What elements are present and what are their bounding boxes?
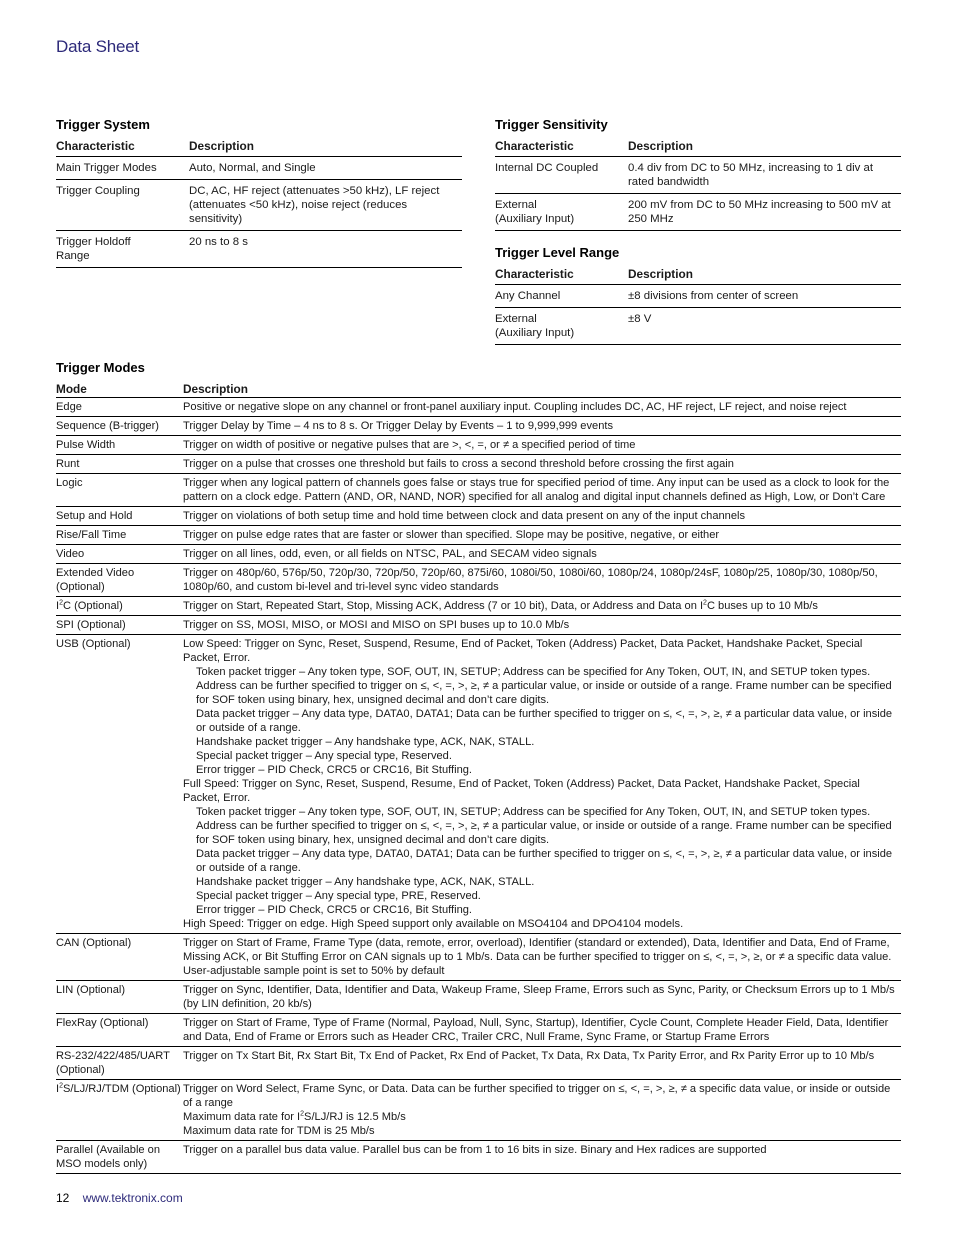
page-number: 12: [56, 1191, 70, 1205]
description-text: C buses up to 10 Mb/s: [706, 600, 818, 612]
description-cell: Trigger on a pulse that crosses one threshold but fails to cross a second threshold before crossing the first again: [183, 455, 901, 474]
table-row: [56, 635, 901, 934]
mode-cell: Rise/Fall Time: [56, 526, 183, 545]
trigger-sensitivity-table: [495, 137, 901, 231]
table-row: [56, 1141, 901, 1174]
description-cell: Trigger on width of positive or negative pulses that are >, <, =, or ≠ a specified period of time: [183, 436, 901, 455]
column-header: Description: [183, 380, 901, 398]
description-cell: 200 mV from DC to 50 MHz increasing to 500 mV at 250 MHz: [628, 194, 901, 231]
mode-cell: Extended Video (Optional): [56, 564, 183, 597]
mode-cell: CAN (Optional): [56, 934, 183, 981]
trigger-level-section: [495, 245, 901, 345]
page-footer: [56, 1191, 183, 1205]
trigger-modes-table: [56, 380, 901, 1174]
description-line: Maximum data rate for TDM is 25 Mb/s: [183, 1125, 375, 1137]
characteristic-cell: Trigger Holdoff Range: [56, 231, 189, 268]
description-text: S/LJ/RJ is 12.5 Mb/s: [304, 1111, 406, 1123]
table-row: [56, 398, 901, 417]
mode-cell: Parallel (Available on MSO models only): [56, 1141, 183, 1174]
table-row: [56, 597, 901, 616]
table-row: [495, 194, 901, 231]
mode-cell: RS-232/422/485/UART (Optional): [56, 1047, 183, 1080]
table-header-row: [495, 265, 901, 285]
description-cell: Trigger on a parallel bus data value. Parallel bus can be from 1 to 16 bits in size. Binary and Hex radices are supported: [183, 1141, 901, 1174]
usb-full-handshake: Handshake packet trigger – Any handshake type, ACK, NAK, STALL.: [196, 876, 535, 888]
description-cell: Trigger on Sync, Identifier, Data, Identifier and Data, Wakeup Frame, Sleep Frame, Errors such as Sync, Parity, or Checksum Errors up to 1 Mb/s (by LIN definition, 20 kb/s): [183, 981, 901, 1014]
superscript: 2: [59, 599, 63, 607]
usb-full-speed: Full Speed: Trigger on Sync, Reset, Suspend, Resume, End of Packet, Token (Address) Packet, Data Packet, Handshake Packet, Special Packet, Error.: [183, 778, 860, 804]
characteristic-line: External: [495, 313, 537, 325]
characteristic-cell: Any Channel: [495, 285, 628, 308]
usb-full-token: Token packet trigger – Any token type, SOF, OUT, IN, SETUP; Address can be specified for Any Token, OUT, IN, and SETUP token types. Address can be further specified to trigger on ≤, <, =, >, ≥, ≠ a particular value, or inside or outside of a range. Frame number can be specified for SOF token using binary, hex, unsigned decimal and don’t care digits.: [196, 806, 892, 846]
trigger-system-section: [56, 117, 462, 268]
mode-cell: Runt: [56, 455, 183, 474]
section-title: Trigger Modes: [56, 360, 145, 375]
page-header-title: Data Sheet: [56, 37, 140, 56]
usb-full-special: Special packet trigger – Any special type, PRE, Reserved.: [196, 890, 481, 902]
description-cell: [183, 597, 901, 616]
table-row: [495, 285, 901, 308]
column-header: Characteristic: [56, 137, 189, 157]
mode-cell: SPI (Optional): [56, 616, 183, 635]
mode-text: I: [56, 1083, 60, 1095]
characteristic-cell: Trigger Coupling: [56, 180, 189, 231]
description-cell: Trigger on all lines, odd, even, or all fields on NTSC, PAL, and SECAM video signals: [183, 545, 901, 564]
characteristic-line: External: [495, 199, 537, 211]
trigger-sensitivity-section: [495, 117, 901, 231]
characteristic-line: (Auxiliary Input): [495, 327, 575, 339]
mode-cell: Edge: [56, 398, 183, 417]
characteristic-cell: Main Trigger Modes: [56, 157, 189, 180]
trigger-level-table: [495, 265, 901, 345]
usb-low-data: Data packet trigger – Any data type, DATA0, DATA1; Data can be further specified to trigger on ≤, <, =, >, ≥, ≠ a particular data value, or inside or outside of a range.: [196, 708, 893, 734]
table-row: [56, 564, 901, 597]
table-row: [56, 1014, 901, 1047]
mode-cell: [56, 597, 183, 616]
characteristic-cell: [495, 308, 628, 345]
column-header: Description: [189, 137, 462, 157]
mode-cell: Sequence (B-trigger): [56, 417, 183, 436]
mode-cell: FlexRay (Optional): [56, 1014, 183, 1047]
usb-low-error: Error trigger – PID Check, CRC5 or CRC16, Bit Stuffing.: [196, 764, 473, 776]
description-line: [183, 1110, 899, 1124]
mode-text: S/LJ/RJ/TDM (Optional): [63, 1083, 181, 1095]
table-row: [56, 1047, 901, 1080]
description-cell: Trigger when any logical pattern of channels goes false or stays true for specified period of time. Any input can be used as a clock to look for the pattern on a clock edge. Pattern (AND, OR, NAND, NOR) specified for all analog and digital input channels defined as High, Low, or Don’t Care: [183, 474, 901, 507]
mode-cell: LIN (Optional): [56, 981, 183, 1014]
column-header: Description: [628, 265, 901, 285]
characteristic-cell: [495, 194, 628, 231]
usb-full-data: Data packet trigger – Any data type, DATA0, DATA1; Data can be further specified to trigger on ≤, <, =, >, ≥, ≠ a particular data value, or inside or outside of a range.: [196, 848, 893, 874]
table-row: [56, 231, 462, 268]
usb-low-token: Token packet trigger – Any token type, SOF, OUT, IN, SETUP; Address can be specified for Any Token, OUT, IN, and SETUP token types. Address can be further specified to trigger on ≤, <, =, >, ≥, ≠ a particular value, or inside or outside of a range. Frame number can be specified for SOF token using binary, hex, unsigned decimal and don’t care digits.: [196, 666, 892, 706]
usb-low-handshake: Handshake packet trigger – Any handshake type, ACK, NAK, STALL.: [196, 736, 535, 748]
description-cell: Trigger on Start of Frame, Type of Frame (Normal, Payload, Null, Sync, Startup), Identifier, Cycle Count, Complete Header Field, Data, Identifier and Data, End of Frame or Errors such as Header CRC, Trailer CRC, Null Frame, Sync Frame, or Startup Frame Errors: [183, 1014, 901, 1047]
description-cell: ±8 V: [628, 308, 901, 345]
column-header: Characteristic: [495, 137, 628, 157]
usb-high-speed: High Speed: Trigger on edge. High Speed support only available on MSO4104 and DPO4104 models.: [183, 918, 684, 930]
table-row: [495, 157, 901, 194]
description-cell: Trigger on Tx Start Bit, Rx Start Bit, Tx End of Packet, Rx End of Packet, Tx Data, Rx Data, Tx Parity Error, and Rx Parity Error up to 10 Mb/s: [183, 1047, 901, 1080]
table-row: [56, 981, 901, 1014]
trigger-modes-section: [56, 360, 901, 1174]
table-row: [56, 180, 462, 231]
superscript: 2: [300, 1110, 305, 1118]
column-header: Mode: [56, 380, 183, 398]
mode-cell: [56, 1080, 183, 1141]
description-line: Trigger on Word Select, Frame Sync, or Data. Data can be further specified to trigger on ≤, <, =, >, ≥, ≠ a specific data value, or inside or outside of a range: [183, 1083, 891, 1109]
mode-cell: Pulse Width: [56, 436, 183, 455]
table-row: [56, 417, 901, 436]
section-title: Trigger Sensitivity: [495, 117, 608, 132]
description-cell: 0.4 div from DC to 50 MHz, increasing to 1 div at rated bandwidth: [628, 157, 901, 194]
mode-cell: Logic: [56, 474, 183, 507]
mode-cell: USB (Optional): [56, 635, 183, 934]
table-row: [56, 526, 901, 545]
footer-link[interactable]: www.tektronix.com: [82, 1191, 183, 1205]
description-cell: Trigger on pulse edge rates that are faster or slower than specified. Slope may be positive, negative, or either: [183, 526, 901, 545]
mode-text: C (Optional): [63, 600, 123, 612]
description-cell: 20 ns to 8 s: [189, 231, 462, 268]
table-row: [56, 934, 901, 981]
table-row: [56, 474, 901, 507]
description-cell: Trigger Delay by Time – 4 ns to 8 s. Or Trigger Delay by Events – 1 to 9,999,999 events: [183, 417, 901, 436]
trigger-system-table: [56, 137, 462, 268]
description-text: Maximum data rate for I: [183, 1111, 301, 1123]
table-header-row: [56, 137, 462, 157]
table-row: [56, 545, 901, 564]
table-header-row: [56, 380, 901, 398]
characteristic-cell: Internal DC Coupled: [495, 157, 628, 194]
table-row: [56, 455, 901, 474]
superscript: 2: [703, 599, 707, 607]
table-header-row: [495, 137, 901, 157]
section-title: Trigger Level Range: [495, 245, 620, 260]
column-header: Characteristic: [495, 265, 628, 285]
table-row: [56, 157, 462, 180]
table-row: [56, 1080, 901, 1141]
mode-cell: Video: [56, 545, 183, 564]
usb-low-speed: Low Speed: Trigger on Sync, Reset, Suspend, Resume, End of Packet, Token (Address) Packet, Data Packet, Handshake Packet, Special Packet, Error.: [183, 638, 863, 664]
table-row: [56, 616, 901, 635]
description-cell: Trigger on violations of both setup time and hold time between clock and data present on any of the input channels: [183, 507, 901, 526]
description-cell: ±8 divisions from center of screen: [628, 285, 901, 308]
usb-full-error: Error trigger – PID Check, CRC5 or CRC16, Bit Stuffing.: [196, 904, 473, 916]
description-cell: Trigger on SS, MOSI, MISO, or MOSI and MISO on SPI buses up to 10.0 Mb/s: [183, 616, 901, 635]
characteristic-line: (Auxiliary Input): [495, 213, 575, 225]
table-row: [56, 436, 901, 455]
mode-text: I: [56, 600, 60, 612]
column-header: Description: [628, 137, 901, 157]
description-cell: Auto, Normal, and Single: [189, 157, 462, 180]
table-row: [56, 507, 901, 526]
mode-cell: Setup and Hold: [56, 507, 183, 526]
superscript: 2: [59, 1082, 63, 1090]
section-title: Trigger System: [56, 117, 150, 132]
table-row: [495, 308, 901, 345]
description-cell: [183, 1080, 901, 1141]
description-cell: Positive or negative slope on any channel or front-panel auxiliary input. Coupling includes DC, AC, HF reject, LF reject, and noise reject: [183, 398, 901, 417]
description-cell: Trigger on 480p/60, 576p/50, 720p/30, 720p/50, 720p/60, 875i/60, 1080i/50, 1080i/60, 1080p/24, 1080p/24sF, 1080p/25, 1080p/30, 1080p/50, 1080p/60, and custom bi-level and tri-level sync video standards: [183, 564, 901, 597]
description-cell: DC, AC, HF reject (attenuates >50 kHz), LF reject (attenuates <50 kHz), noise reject (reduces sensitivity): [189, 180, 462, 231]
usb-low-special: Special packet trigger – Any special type, Reserved.: [196, 750, 452, 762]
description-cell: [183, 635, 901, 934]
description-text: Trigger on Start, Repeated Start, Stop, Missing ACK, Address (7 or 10 bit), Data, or Address and Data on I: [183, 600, 704, 612]
description-cell: Trigger on Start of Frame, Frame Type (data, remote, error, overload), Identifier (standard or extended), Data, Identifier and Data, End of Frame, Missing ACK, or Bit Stuffing Error on CAN signals up to 1 Mb/s. Data can be further specified to trigger on ≤, <, =, >, ≥, or ≠ a specific data value. User-adjustable sample point is set to 50% by default: [183, 934, 901, 981]
